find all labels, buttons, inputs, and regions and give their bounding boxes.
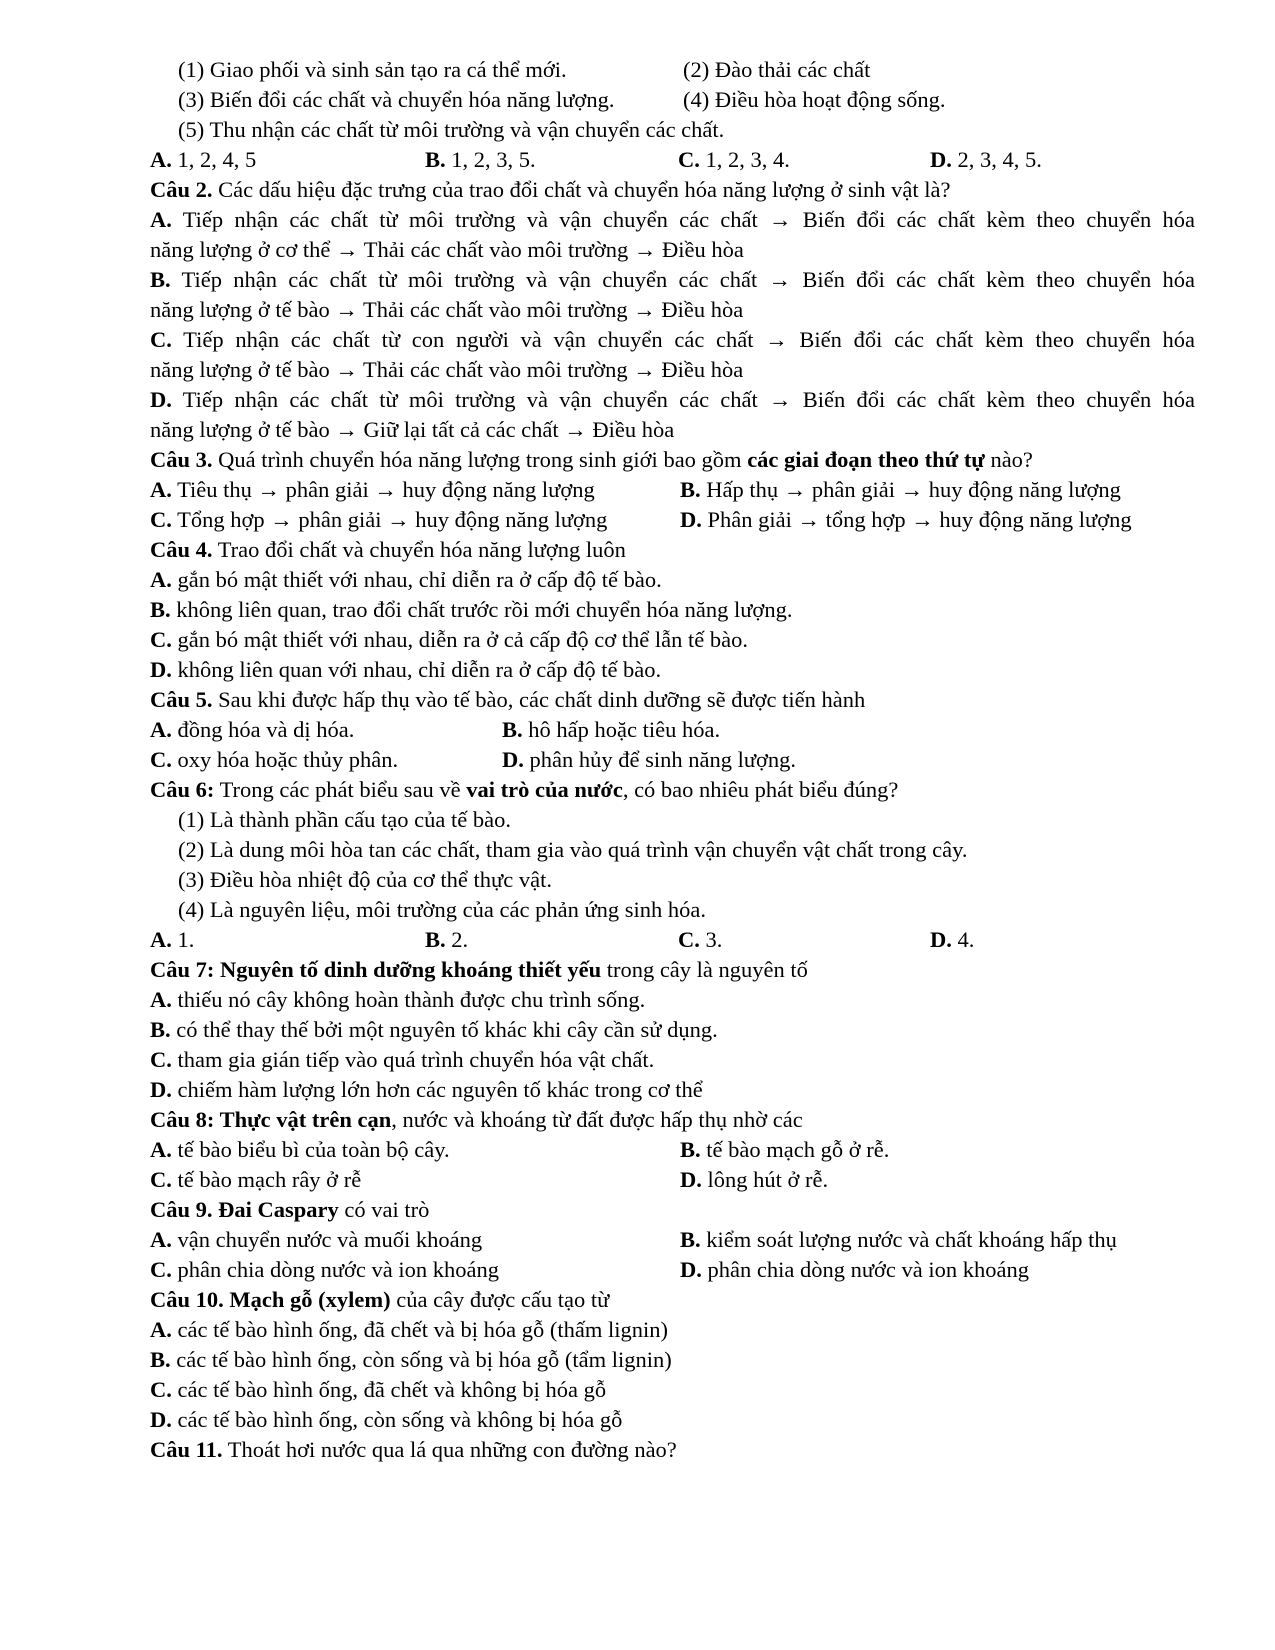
- q1-option-a: [150, 145, 256, 175]
- question-label: Câu 5.: [150, 687, 213, 712]
- option-letter: C.: [150, 627, 172, 652]
- q1-option-c: [678, 145, 790, 175]
- question-label: Câu 10.: [150, 1287, 224, 1312]
- q6-option-d: [930, 925, 974, 955]
- question-label: Câu 3.: [150, 447, 213, 472]
- q2-option-c-cont: năng lượng ở tế bào → Thải các chất vào môi trường → Điều hòa: [150, 357, 744, 382]
- option-letter: D.: [680, 1167, 702, 1192]
- option-letter: D.: [930, 927, 952, 952]
- option-text: Phân giải → tổng hợp → huy động năng lượng: [701, 507, 1132, 532]
- question-text: của cây được cấu tạo từ: [390, 1287, 610, 1312]
- q6-item-1: (1) Là thành phần cấu tạo của tế bào.: [178, 807, 511, 832]
- q5-option-b: [502, 715, 720, 745]
- option-text: Hấp thụ → phân giải → huy động năng lượng: [700, 477, 1121, 502]
- option-letter: C.: [150, 1257, 172, 1282]
- question-text: Trong các phát biểu sau về: [214, 777, 467, 802]
- q6-item-4: (4) Là nguyên liệu, môi trường của các phản ứng sinh hóa.: [178, 897, 707, 922]
- q7-option-d: [150, 1075, 1195, 1105]
- question-label: Câu 11.: [150, 1437, 223, 1462]
- q4-option-c: [150, 625, 1195, 655]
- option-letter: A.: [150, 1137, 172, 1162]
- q7-stem: [150, 955, 1195, 985]
- question-emphasis: Nguyên tố dinh dưỡng khoáng thiết yếu: [214, 957, 602, 982]
- option-text: kiểm soát lượng nước và chất khoáng hấp thụ: [700, 1227, 1117, 1252]
- option-letter: B.: [150, 267, 171, 292]
- option-text: 4.: [951, 927, 975, 952]
- question-text: , có bao nhiêu phát biểu đúng?: [622, 777, 899, 802]
- option-letter: A.: [150, 927, 172, 952]
- q1-item-1: (1) Giao phối và sinh sản tạo ra cá thể mới.: [178, 57, 567, 82]
- option-letter: B.: [680, 1137, 701, 1162]
- option-letter: C.: [150, 747, 172, 772]
- q5-option-c: [150, 745, 398, 775]
- q4-option-a: [150, 565, 1195, 595]
- question-emphasis: Đai Caspary: [212, 1197, 339, 1222]
- option-text: 1.: [171, 927, 195, 952]
- option-letter: C.: [150, 327, 172, 352]
- option-text: thiếu nó cây không hoàn thành được chu trình sống.: [171, 987, 646, 1012]
- question-text: Sau khi được hấp thụ vào tế bào, các chất dinh dưỡng sẽ được tiến hành: [212, 687, 866, 712]
- q10-option-b: [150, 1345, 1195, 1375]
- q8-option-b: [680, 1135, 889, 1165]
- option-letter: A.: [150, 477, 172, 502]
- option-letter: B.: [150, 597, 171, 622]
- q9-option-b: [680, 1225, 1117, 1255]
- option-text: không liên quan, trao đổi chất trước rồi mới chuyển hóa năng lượng.: [170, 597, 793, 622]
- question-text: trong cây là nguyên tố: [601, 957, 808, 982]
- option-text: Tổng hợp → phân giải → huy động năng lượng: [171, 507, 608, 532]
- option-text: 1, 2, 3, 4.: [699, 147, 790, 172]
- q4-option-d: [150, 655, 1195, 685]
- option-text: các tế bào hình ống, còn sống và không bị hóa gỗ: [171, 1407, 623, 1432]
- option-text: các tế bào hình ống, đã chết và không bị hóa gỗ: [171, 1377, 607, 1402]
- option-text: oxy hóa hoặc thủy phân.: [171, 747, 399, 772]
- option-letter: B.: [502, 717, 523, 742]
- question-text: có vai trò: [338, 1197, 430, 1222]
- option-letter: A.: [150, 987, 172, 1012]
- option-text: 1, 2, 3, 5.: [445, 147, 536, 172]
- question-emphasis: Mạch gỗ (xylem): [223, 1287, 391, 1312]
- q1-item-2: (2) Đào thải các chất: [683, 57, 871, 82]
- question-text: Quá trình chuyển hóa năng lượng trong sinh giới bao gồm: [212, 447, 748, 472]
- question-text: Thoát hơi nước qua lá qua những con đường nào?: [222, 1437, 677, 1462]
- option-text: tế bào mạch rây ở rễ: [171, 1167, 362, 1192]
- q2-stem: [150, 175, 1195, 205]
- option-text: 1, 2, 4, 5: [171, 147, 257, 172]
- question-label: Câu 2.: [150, 177, 213, 202]
- option-letter: B.: [425, 147, 446, 172]
- option-text: vận chuyển nước và muối khoáng: [171, 1227, 483, 1252]
- option-text: phân hủy để sinh năng lượng.: [523, 747, 797, 772]
- q11-stem: [150, 1435, 1195, 1465]
- option-text: gắn bó mật thiết với nhau, diễn ra ở cả cấp độ cơ thể lẫn tế bào.: [171, 627, 748, 652]
- question-text: nào?: [984, 447, 1033, 472]
- option-letter: D.: [150, 657, 172, 682]
- q1-option-b: [425, 145, 536, 175]
- option-letter: B.: [150, 1347, 171, 1372]
- option-letter: C.: [150, 1167, 172, 1192]
- q2-option-b: [150, 265, 1195, 295]
- option-text: hô hấp hoặc tiêu hóa.: [522, 717, 721, 742]
- q7-option-b: [150, 1015, 1195, 1045]
- option-text: 3.: [699, 927, 723, 952]
- option-letter: C.: [678, 927, 700, 952]
- q2-option-a-cont: năng lượng ở cơ thể → Thải các chất vào môi trường → Điều hòa: [150, 237, 744, 262]
- option-letter: A.: [150, 207, 172, 232]
- option-text: Tiếp nhận các chất từ môi trường và vận chuyển các chất → Biến đổi các chất kèm theo chuyển hóa: [170, 267, 1195, 292]
- option-letter: D.: [150, 387, 172, 412]
- q9-option-c: [150, 1255, 499, 1285]
- question-text: , nước và khoáng từ đất được hấp thụ nhờ các: [391, 1107, 803, 1132]
- option-text: tế bào biểu bì của toàn bộ cây.: [171, 1137, 450, 1162]
- option-text: các tế bào hình ống, còn sống và bị hóa gỗ (tẩm lignin): [170, 1347, 672, 1372]
- q7-option-a: [150, 985, 1195, 1015]
- q10-option-c: [150, 1375, 1195, 1405]
- option-letter: A.: [150, 567, 172, 592]
- question-label: Câu 6:: [150, 777, 215, 802]
- option-text: Tiếp nhận các chất từ môi trường và vận chuyển các chất → Biến đổi các chất kèm theo chuyển hóa: [171, 207, 1195, 232]
- q6-item-2: (2) Là dung môi hòa tan các chất, tham gia vào quá trình vận chuyển vật chất trong cây.: [178, 837, 968, 862]
- option-letter: B.: [425, 927, 446, 952]
- option-letter: D.: [502, 747, 524, 772]
- question-label: Câu 4.: [150, 537, 213, 562]
- question-label: Câu 8:: [150, 1107, 215, 1132]
- option-letter: A.: [150, 1227, 172, 1252]
- question-emphasis: Thực vật trên cạn: [214, 1107, 392, 1132]
- option-text: 2.: [445, 927, 469, 952]
- q3-option-b: [680, 475, 1121, 505]
- q2-option-a: [150, 205, 1195, 235]
- question-emphasis: các giai đoạn theo thứ tự: [747, 447, 985, 472]
- question-label: Câu 7:: [150, 957, 215, 982]
- q9-option-d: [680, 1255, 1029, 1285]
- option-letter: C.: [678, 147, 700, 172]
- option-text: đồng hóa và dị hóa.: [171, 717, 355, 742]
- option-text: Tiếp nhận các chất từ môi trường và vận chuyển các chất → Biến đổi các chất kèm theo chuyển hóa: [171, 387, 1195, 412]
- q8-option-a: [150, 1135, 450, 1165]
- option-text: tế bào mạch gỗ ở rễ.: [700, 1137, 890, 1162]
- q3-option-a: [150, 475, 595, 505]
- q6-option-c: [678, 925, 722, 955]
- option-text: Tiêu thụ → phân giải → huy động năng lượng: [171, 477, 595, 502]
- question-text: Trao đổi chất và chuyển hóa năng lượng luôn: [212, 537, 626, 562]
- option-text: 2, 3, 4, 5.: [951, 147, 1042, 172]
- option-letter: C.: [150, 507, 172, 532]
- q2-option-b-cont: năng lượng ở tế bào → Thải các chất vào môi trường → Điều hòa: [150, 297, 744, 322]
- option-letter: D.: [930, 147, 952, 172]
- q9-option-a: [150, 1225, 482, 1255]
- option-letter: B.: [680, 477, 701, 502]
- option-text: phân chia dòng nước và ion khoáng: [171, 1257, 500, 1282]
- option-letter: A.: [150, 147, 172, 172]
- q10-stem: [150, 1285, 1195, 1315]
- q2-option-d-cont: năng lượng ở tế bào → Giữ lại tất cả các chất → Điều hòa: [150, 417, 675, 442]
- option-letter: C.: [150, 1047, 172, 1072]
- q1-option-d: [930, 145, 1042, 175]
- q10-option-d: [150, 1405, 1195, 1435]
- q6-stem: [150, 775, 1195, 805]
- q1-item-4: (4) Điều hòa hoạt động sống.: [683, 87, 946, 112]
- option-text: Tiếp nhận các chất từ con người và vận chuyển các chất → Biến đổi các chất kèm theo chuyển hóa: [171, 327, 1195, 352]
- q3-option-c: [150, 505, 607, 535]
- option-letter: D.: [680, 1257, 702, 1282]
- q7-option-c: [150, 1045, 1195, 1075]
- option-letter: B.: [680, 1227, 701, 1252]
- q5-option-d: [502, 745, 796, 775]
- option-text: lông hút ở rễ.: [701, 1167, 829, 1192]
- option-text: gắn bó mật thiết với nhau, chỉ diễn ra ở cấp độ tế bào.: [171, 567, 662, 592]
- option-letter: D.: [150, 1077, 172, 1102]
- q6-option-b: [425, 925, 468, 955]
- q9-stem: [150, 1195, 1195, 1225]
- option-text: tham gia gián tiếp vào quá trình chuyển hóa vật chất.: [171, 1047, 655, 1072]
- q8-option-d: [680, 1165, 828, 1195]
- option-text: các tế bào hình ống, đã chết và bị hóa gỗ (thấm lignin): [171, 1317, 668, 1342]
- q4-stem: [150, 535, 1195, 565]
- q2-option-d: [150, 385, 1195, 415]
- q3-option-d: [680, 505, 1132, 535]
- option-letter: C.: [150, 1377, 172, 1402]
- question-label: Câu 9.: [150, 1197, 213, 1222]
- option-letter: D.: [150, 1407, 172, 1432]
- q6-item-3: (3) Điều hòa nhiệt độ của cơ thể thực vật.: [178, 867, 552, 892]
- option-letter: B.: [150, 1017, 171, 1042]
- option-text: có thể thay thế bởi một nguyên tố khác khi cây cần sử dụng.: [170, 1017, 718, 1042]
- option-letter: A.: [150, 1317, 172, 1342]
- question-text: Các dấu hiệu đặc trưng của trao đổi chất và chuyển hóa năng lượng ở sinh vật là?: [212, 177, 951, 202]
- option-letter: A.: [150, 717, 172, 742]
- q5-stem: [150, 685, 1195, 715]
- q1-item-5: (5) Thu nhận các chất từ môi trường và vận chuyển các chất.: [178, 117, 725, 142]
- q1-item-3: (3) Biến đổi các chất và chuyển hóa năng lượng.: [178, 87, 615, 112]
- q2-option-c: [150, 325, 1195, 355]
- q4-option-b: [150, 595, 1195, 625]
- q10-option-a: [150, 1315, 1195, 1345]
- option-text: không liên quan với nhau, chỉ diễn ra ở cấp độ tế bào.: [171, 657, 662, 682]
- question-emphasis: vai trò của nước: [466, 777, 623, 802]
- option-text: chiếm hàm lượng lớn hơn các nguyên tố khác trong cơ thể: [171, 1077, 703, 1102]
- q6-option-a: [150, 925, 194, 955]
- q8-option-c: [150, 1165, 361, 1195]
- option-letter: D.: [680, 507, 702, 532]
- q8-stem: [150, 1105, 1195, 1135]
- q5-option-a: [150, 715, 354, 745]
- q3-stem: [150, 445, 1195, 475]
- option-text: phân chia dòng nước và ion khoáng: [701, 1257, 1030, 1282]
